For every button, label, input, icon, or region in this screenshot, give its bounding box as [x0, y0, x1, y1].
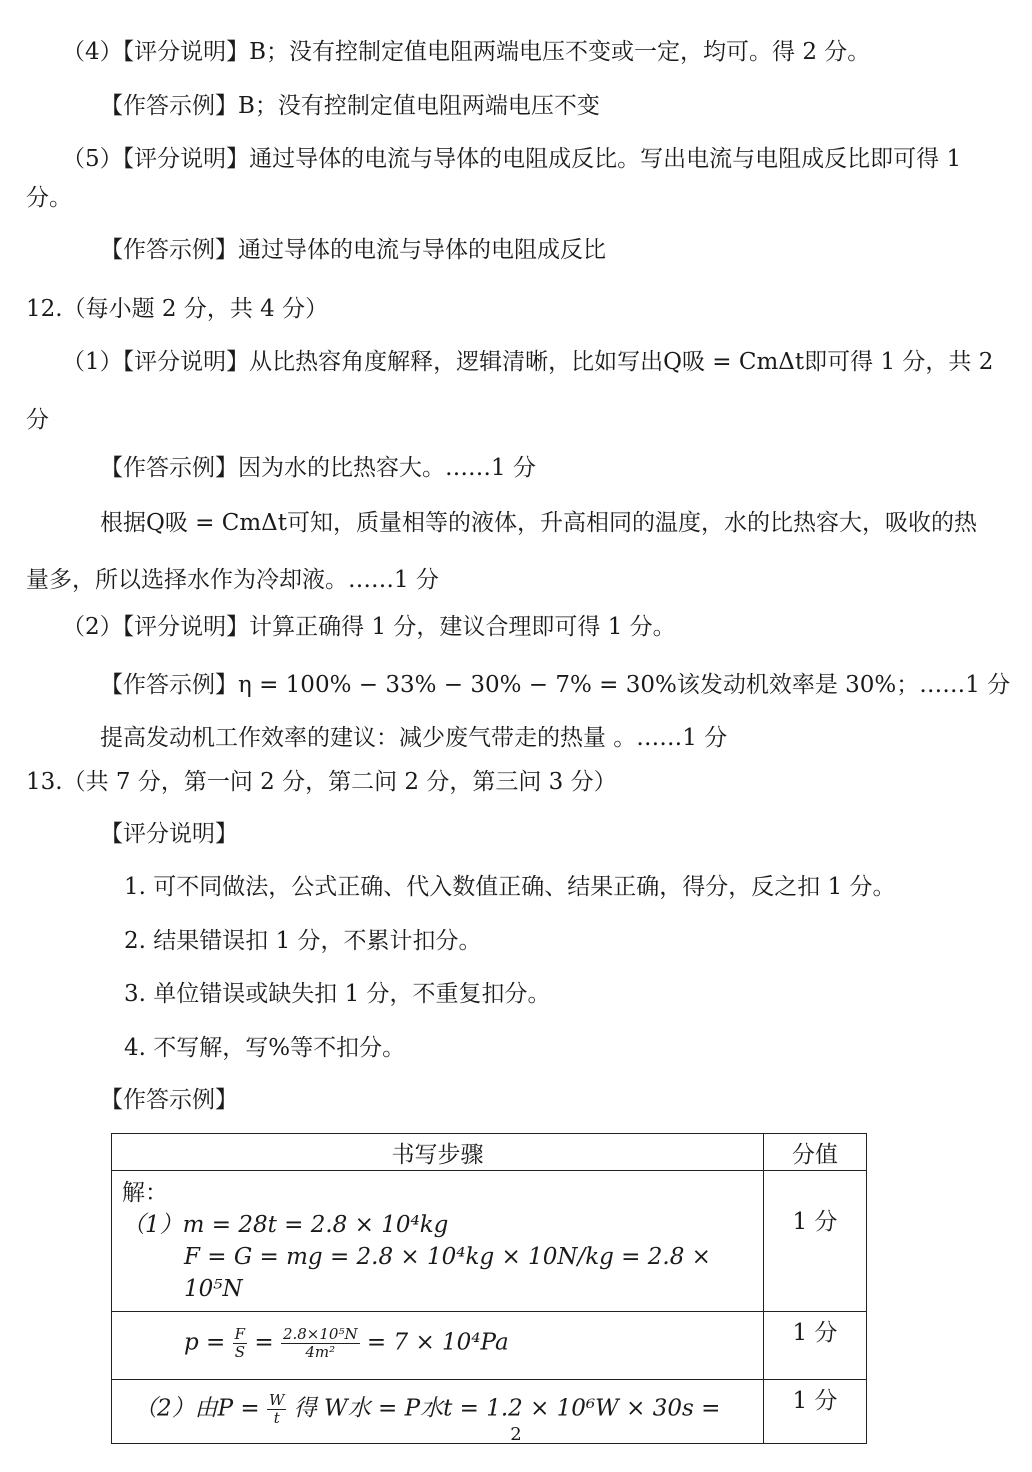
fraction — [267, 1392, 286, 1427]
text-line: （2）【评分说明】计算正确得 1 分，建议合理即可得 1 分。 — [62, 614, 676, 640]
text-line: 【作答示例】B；没有控制定值电阻两端电压不变 — [100, 93, 600, 119]
value-text: 1 分 — [792, 1388, 838, 1414]
value-text: 1 分 — [792, 1320, 838, 1346]
text-line: 3. 单位错误或缺失扣 1 分，不重复扣分。 — [124, 981, 551, 1007]
text-line: 根据Q吸 = CmΔt可知，质量相等的液体，升高相同的温度，水的比热容大，吸收的热 — [100, 510, 978, 536]
work-formula — [112, 1380, 763, 1427]
text-line: 13.（共 7 分，第一问 2 分，第二问 2 分，第三问 3 分） — [26, 769, 617, 795]
step-cell — [112, 1171, 764, 1312]
fraction — [233, 1326, 247, 1361]
text-line: （4）【评分说明】B；没有控制定值电阻两端电压不变或一定，均可。得 2 分。 — [62, 39, 871, 65]
pressure-formula — [112, 1312, 763, 1361]
fraction — [281, 1326, 360, 1361]
fraction-numerator: F — [234, 1325, 246, 1343]
table-header-row — [112, 1134, 867, 1171]
text-line: 【评分说明】 — [100, 821, 238, 847]
fraction-numerator: 2.8×10⁵N — [282, 1325, 358, 1343]
fraction-numerator: W — [269, 1391, 285, 1409]
table-row — [112, 1312, 867, 1380]
step-cell — [112, 1312, 764, 1380]
table-row — [112, 1171, 867, 1312]
header-step: 书写步骤 — [112, 1134, 764, 1171]
text-line: 1. 可不同做法，公式正确、代入数值正确、结果正确，得分，反之扣 1 分。 — [124, 874, 896, 900]
value-text: 1 分 — [792, 1209, 838, 1235]
value-cell — [764, 1171, 867, 1312]
text-line: 【作答示例】 — [100, 1087, 238, 1113]
text-line: （1）【评分说明】从比热容角度解释，逻辑清晰，比如写出Q吸 = CmΔt即可得 1 分，共 2 — [62, 349, 994, 375]
text-line: 12.（每小题 2 分，共 4 分） — [26, 296, 329, 322]
formula-rhs: = 7 × 10⁴Pa — [366, 1329, 509, 1356]
text-line: 分。 — [26, 185, 72, 211]
formula-rhs: 得 W水 = P水t = 1.2 × 10⁶W × 30s = — [293, 1395, 721, 1422]
text-line: 【作答示例】η = 100% − 33% − 30% − 7% = 30%该发动机效率是 30%；……1 分 — [100, 672, 1011, 698]
fraction-denominator: S — [234, 1343, 245, 1361]
page-number: 2 — [510, 1424, 522, 1445]
fraction-denominator: t — [273, 1409, 280, 1427]
text-line: 【作答示例】因为水的比热容大。……1 分 — [100, 455, 536, 481]
fraction-denominator: 4m² — [305, 1343, 336, 1361]
answer-steps-table — [111, 1133, 867, 1444]
text-line: 提高发动机工作效率的建议：减少废气带走的热量 。……1 分 — [100, 725, 728, 751]
header-value: 分值 — [764, 1134, 867, 1171]
text-line: 分 — [26, 407, 49, 433]
text-line: 2. 结果错误扣 1 分，不累计扣分。 — [124, 928, 482, 954]
step-line: F = G = mg = 2.8 × 10⁴kg × 10N/kg = 2.8 × 10⁵N — [184, 1244, 711, 1302]
text-line: 4. 不写解，写%等不扣分。 — [124, 1035, 406, 1061]
step-line: （1）m = 28t = 2.8 × 10⁴kg — [122, 1212, 449, 1238]
text-line: 【作答示例】通过导体的电流与导体的电阻成反比 — [100, 237, 606, 263]
formula-eq: = — [254, 1329, 274, 1356]
formula-lhs: （2）由P = — [134, 1395, 260, 1422]
step-line: 解： — [122, 1180, 168, 1206]
text-line: 量多，所以选择水作为冷却液。……1 分 — [26, 567, 439, 593]
formula-lhs: p = — [184, 1329, 226, 1356]
text-line: （5）【评分说明】通过导体的电流与导体的电阻成反比。写出电流与电阻成反比即可得 1 — [62, 146, 962, 172]
value-cell — [764, 1312, 867, 1380]
